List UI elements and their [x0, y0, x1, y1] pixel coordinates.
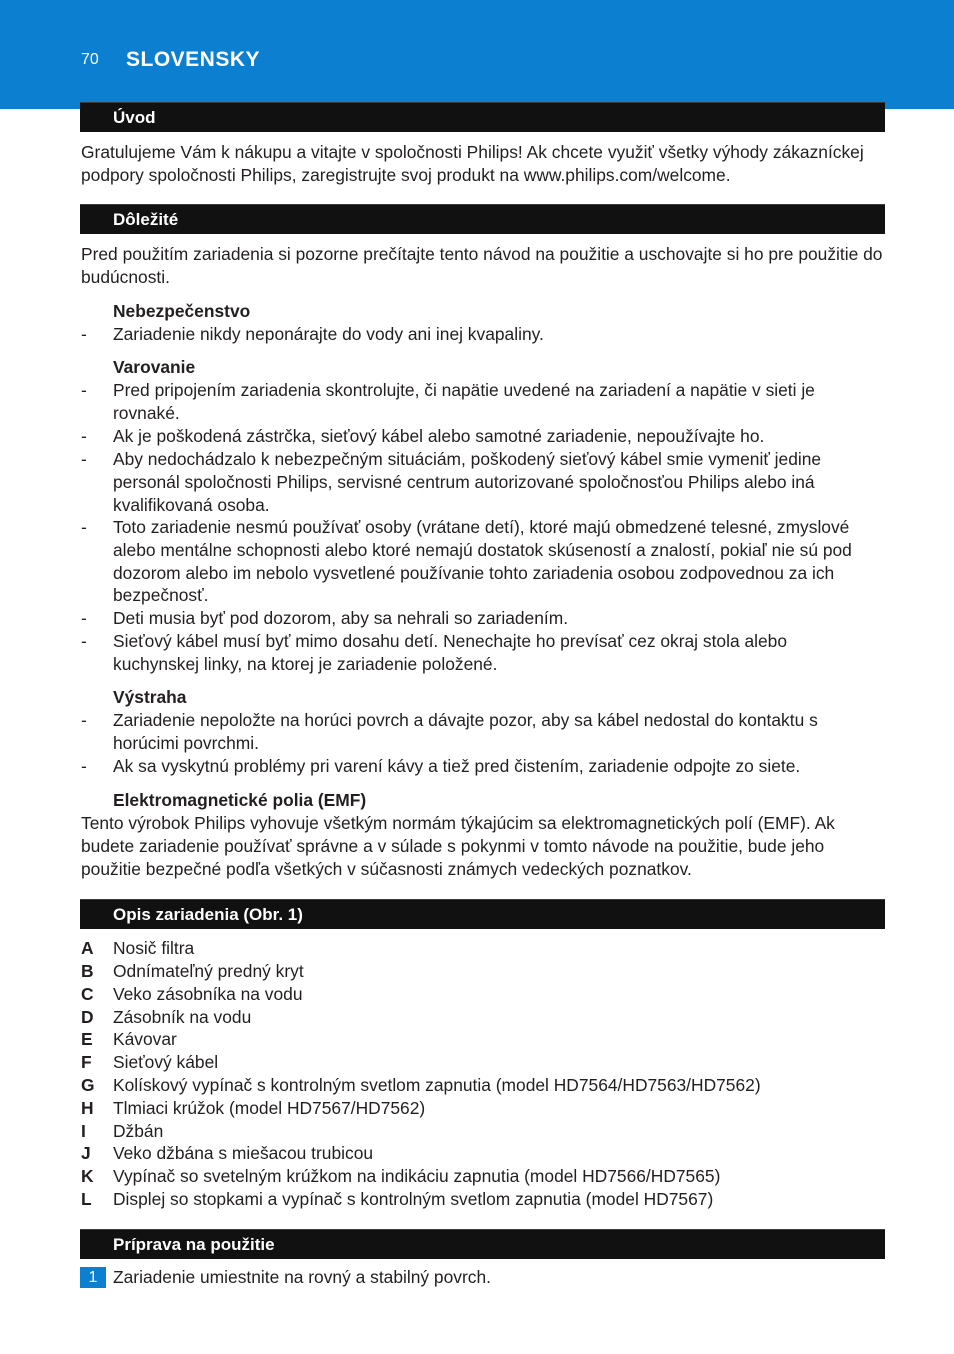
component-item: A Nosič filtra: [81, 938, 195, 958]
list-item: - Ak je poškodená zástrčka, sieťový kábel alebo samotné zariadenie, nepoužívajte ho.: [81, 426, 765, 446]
subheading-vystraha: Výstraha: [113, 687, 187, 707]
step-number-badge: 1: [80, 1267, 106, 1288]
list-item: - Ak sa vyskytnú problémy pri varení kávy a tiež pred čistením, zariadenie odpojte zo siete.: [81, 756, 801, 776]
section-title-priprava: Príprava na použitie: [113, 1235, 275, 1254]
section-bar-dolezite: [80, 204, 885, 234]
component-item: G Kolískový vypínač s kontrolným svetlom zapnutia (model HD7564/HD7563/HD7562): [81, 1075, 761, 1095]
section-bar-priprava: [80, 1229, 885, 1259]
list-item: - Zariadenie nikdy neponárajte do vody ani inej kvapaliny.: [81, 324, 544, 344]
component-item: B Odnímateľný predný kryt: [81, 961, 304, 981]
list-item: - Pred pripojením zariadenia skontrolujte, či napätie uvedené na zariadení a napätie v sieti je rovnaké.: [81, 380, 815, 423]
section-title-dolezite: Dôležité: [113, 210, 179, 229]
section-title-opis: Opis zariadenia (Obr. 1): [113, 905, 303, 924]
section-title-uvod: Úvod: [113, 108, 156, 127]
subheading-varovanie: Varovanie: [113, 357, 196, 377]
component-item: F Sieťový kábel: [81, 1052, 219, 1072]
page-header: [0, 0, 954, 109]
component-item: C Veko zásobníka na vodu: [81, 984, 303, 1004]
list-item: - Toto zariadenie nesmú používať osoby (vrátane detí), ktoré majú obmedzené telesné, zmyslové alebo mentálne schopnosti alebo ktoré nemajú dostatok skúseností a znalostí, pokiaľ nie sú pod dozorom alebo im nebolo vysvetlené používanie tohto zariadenia osobou zodpovednou za ich bezpečnosť.: [81, 517, 852, 606]
list-item: - Zariadenie nepoložte na horúci povrch a dávajte pozor, aby sa kábel nedostal do kontaktu s horúcimi povrchmi.: [81, 710, 818, 753]
important-paragraph: Pred použitím zariadenia si pozorne prečítajte tento návod na použitie a uschovajte si ho pre použitie do budúcnosti.: [81, 244, 883, 287]
component-item: D Zásobník na vodu: [81, 1007, 252, 1027]
component-item: J Veko džbána s miešacou trubicou: [81, 1143, 374, 1163]
section-bar-uvod: [80, 102, 885, 132]
component-item: H Tlmiaci krúžok (model HD7567/HD7562): [81, 1098, 426, 1118]
list-item: - Aby nedochádzalo k nebezpečným situáciám, poškodený sieťový kábel smie vymeniť jedine personál spoločnosti Philips, servisné centrum autorizované spoločnosťou Philips alebo iná kvalifikovaná osoba.: [81, 449, 822, 515]
subheading-emf: Elektromagnetické polia (EMF): [113, 790, 367, 810]
intro-paragraph: Gratulujeme Vám k nákupu a vitajte v spoločnosti Philips! Ak chcete využiť všetky výhody zákazníckej podpory spoločnosti Philips, zaregistrujte svoj produkt na www.philips.com/welcome.: [81, 142, 864, 185]
component-item: K Vypínač so svetelným krúžkom na indikáciu zapnutia (model HD7566/HD7565): [81, 1166, 721, 1186]
language-title: SLOVENSKY: [126, 48, 261, 71]
list-item: - Sieťový kábel musí byť mimo dosahu detí. Nenechajte ho prevísať cez okraj stola alebo kuchynskej linky, na ktorej je zariadenie položené.: [81, 631, 787, 674]
component-item: I Džbán: [81, 1121, 164, 1141]
list-item: - Deti musia byť pod dozorom, aby sa nehrali so zariadením.: [81, 608, 569, 628]
component-item: E Kávovar: [81, 1029, 177, 1049]
section-bar-opis: [80, 899, 885, 929]
page-number: 70: [81, 51, 99, 68]
step-text: Zariadenie umiestnite na rovný a stabilný povrch.: [113, 1267, 491, 1287]
component-item: L Displej so stopkami a vypínač s kontrolným svetlom zapnutia (model HD7567): [81, 1189, 714, 1209]
emf-paragraph: Tento výrobok Philips vyhovuje všetkým normám týkajúcim sa elektromagnetických polí (EMF). Ak budete zariadenie používať správne a v súlade s pokynmi v tomto návode na použitie, bude jeho použitie bezpečné podľa všetkých v súčasnosti známych vedeckých poznatkov.: [81, 813, 835, 879]
subheading-nebezpecenstvo: Nebezpečenstvo: [113, 301, 251, 321]
